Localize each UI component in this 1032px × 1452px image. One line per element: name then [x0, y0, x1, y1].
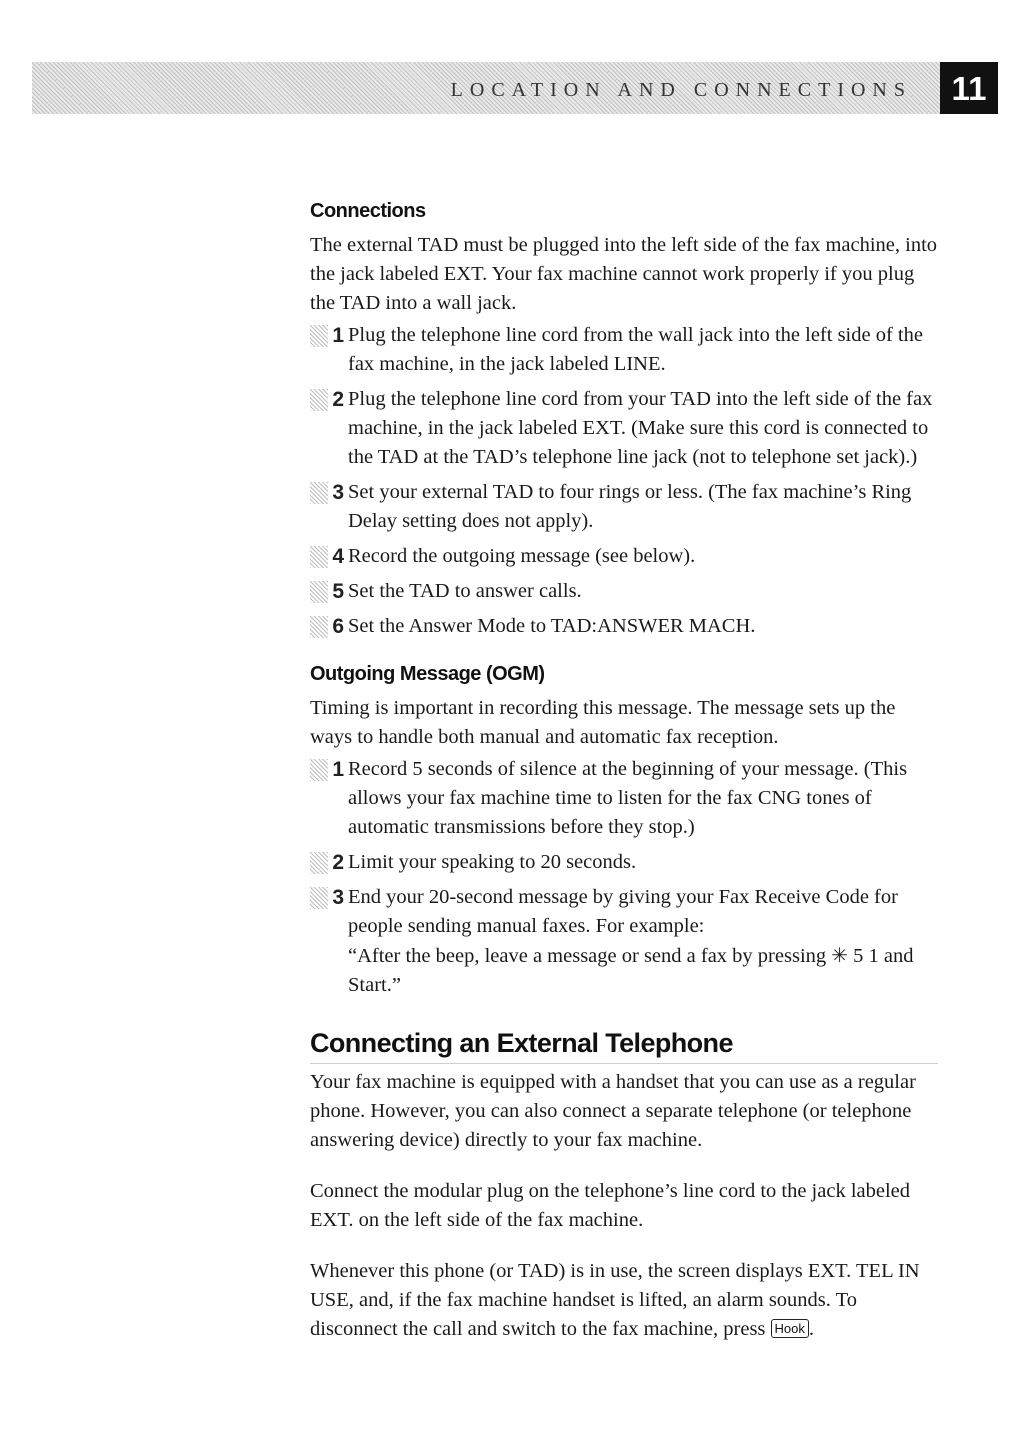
- connections-intro: The external TAD must be plugged into the left side of the fax machine, into the jack labeled EXT. Your fax machine cannot work properly if you plug the TAD into a wall jack.: [310, 234, 938, 314]
- step-number: 3: [310, 480, 346, 506]
- step-text: Record 5 seconds of silence at the beginning of your message. (This allows your fax machine time to listen for the fax CNG tones of automatic transmissions before they stop.): [348, 758, 908, 838]
- hook-key-icon: Hook: [771, 1319, 809, 1338]
- step-text: Plug the telephone line cord from your TAD into the left side of the fax machine, in the jack labeled EXT. (Make sure this cord is connected to the TAD at the TAD’s telephone line jack (not to telephone set jack).): [348, 388, 933, 468]
- ogm-intro: Timing is important in recording this message. The message sets up the ways to handle both manual and automatic fax reception.: [310, 697, 896, 748]
- ogm-steps: [310, 755, 938, 1000]
- step-number: 2: [310, 387, 346, 413]
- step-text: Set your external TAD to four rings or less. (The fax machine’s Ring Delay setting does not apply).: [348, 481, 912, 532]
- list-item: [310, 848, 938, 877]
- step-text: Plug the telephone line cord from the wall jack into the left side of the fax machine, in the jack labeled LINE.: [348, 324, 923, 375]
- step-number: 1: [310, 757, 346, 783]
- list-item: [310, 883, 938, 1000]
- step-number: 3: [310, 885, 346, 911]
- page-content: [310, 200, 938, 1344]
- list-item: [310, 755, 938, 842]
- step-number: 6: [310, 614, 346, 640]
- list-item: [310, 321, 938, 379]
- external-telephone-para3: Whenever this phone (or TAD) is in use, the screen displays EXT. TEL IN USE, and, if the fax machine handset is lifted, an alarm sounds. To disconnect the call and switch to the fax machine, press Hook .: [310, 1260, 920, 1340]
- step-number: 1: [310, 323, 346, 349]
- list-item: [310, 612, 938, 641]
- step-text: Limit your speaking to 20 seconds.: [348, 851, 637, 873]
- list-item: [310, 385, 938, 472]
- list-item: [310, 478, 938, 536]
- header-title: LOCATION AND CONNECTIONS: [450, 79, 912, 101]
- step-text: Record the outgoing message (see below).: [348, 545, 696, 567]
- example-quote: “After the beep, leave a message or send a fax by pressing ✳ 5 1 and Start.”: [348, 943, 914, 996]
- connections-heading: Connections: [310, 200, 426, 222]
- star-key-icon: ✳: [831, 943, 849, 967]
- step-number: 4: [310, 544, 346, 570]
- list-item: [310, 542, 938, 571]
- external-telephone-heading: Connecting an External Telephone: [310, 1028, 938, 1064]
- list-item: [310, 577, 938, 606]
- external-telephone-para2: Connect the modular plug on the telephone’s line cord to the jack labeled EXT. on the left side of the fax machine.: [310, 1180, 911, 1231]
- chapter-number: 11: [940, 62, 998, 114]
- step-text: Set the TAD to answer calls.: [348, 580, 582, 602]
- external-telephone-para1: Your fax machine is equipped with a handset that you can use as a regular phone. However, you can also connect a separate telephone (or telephone answering device) directly to your fax machine.: [310, 1071, 916, 1151]
- step-number: 5: [310, 579, 346, 605]
- step-number: 2: [310, 850, 346, 876]
- step-text: Set the Answer Mode to TAD:ANSWER MACH.: [348, 615, 756, 637]
- connections-steps: [310, 321, 938, 641]
- ogm-heading: Outgoing Message (OGM): [310, 663, 545, 685]
- step-text: End your 20-second message by giving your Fax Receive Code for people sending manual faxes. For example:: [348, 886, 898, 937]
